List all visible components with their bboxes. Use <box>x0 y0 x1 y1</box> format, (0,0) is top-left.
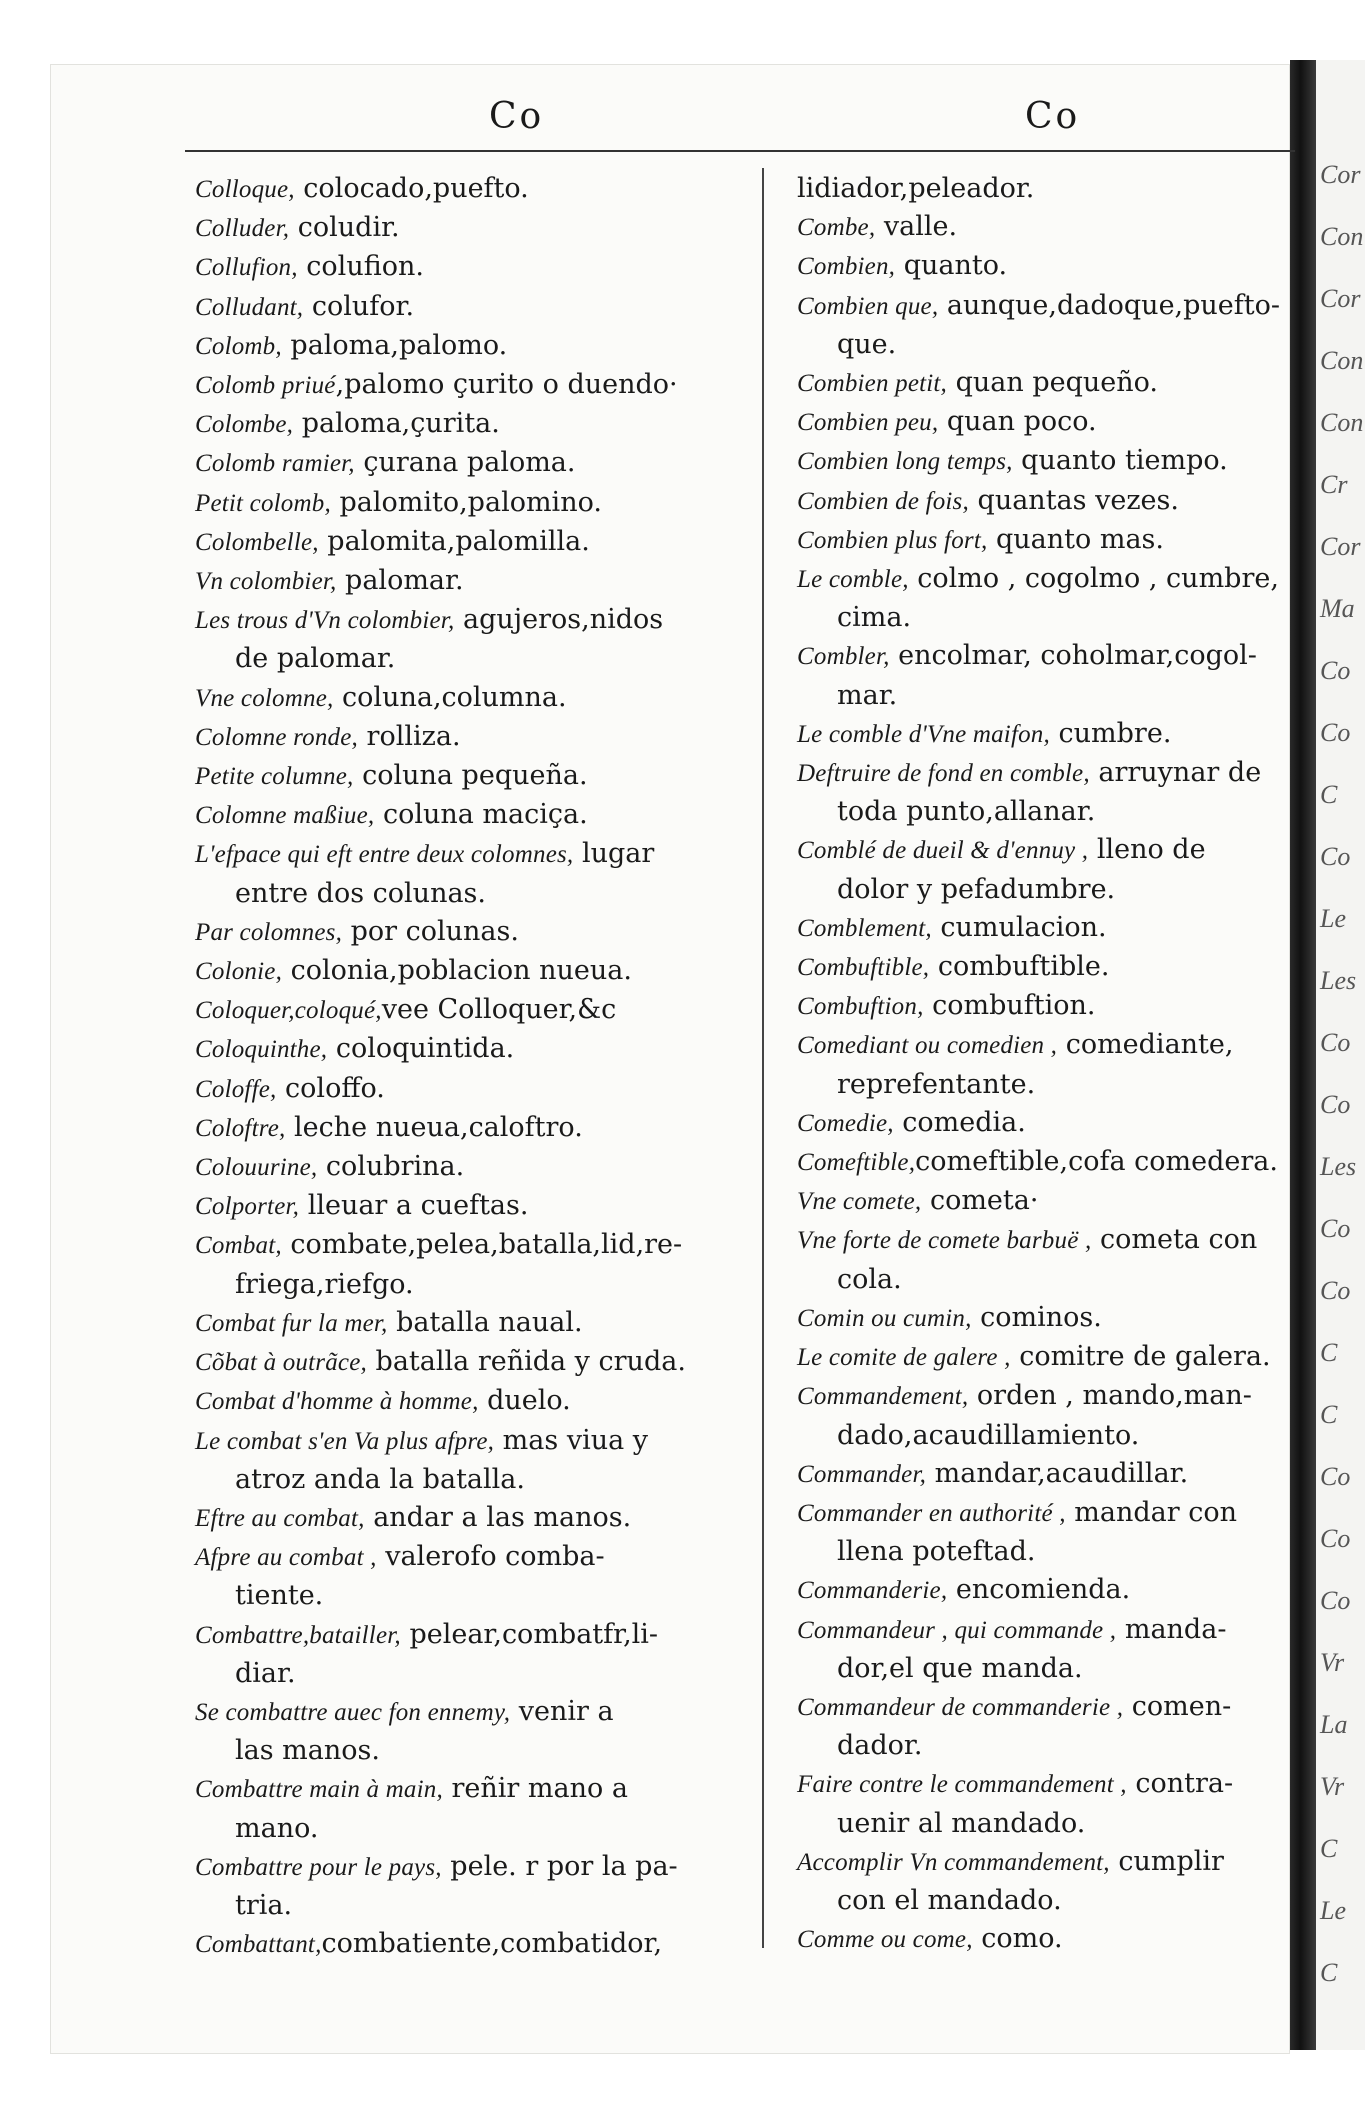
entry-definition: por colunas. <box>342 915 519 947</box>
entry-headword: Colloque, <box>195 176 295 203</box>
edge-fragment: Con <box>1320 222 1364 251</box>
dictionary-entry <box>797 364 1365 403</box>
entry-definition: comediante, <box>1057 1029 1234 1061</box>
entry-continuation: tria. <box>235 1889 293 1921</box>
entry-definition: agujeros,nidos <box>454 604 664 636</box>
edge-fragment: C <box>1320 1834 1338 1863</box>
dictionary-entry <box>195 1070 770 1109</box>
entry-headword: Le comite de galere , <box>797 1344 1011 1372</box>
entry-headword: Colomb ramier, <box>195 450 355 478</box>
entry-definition: palomar. <box>336 565 464 597</box>
entry-headword: Eftre au combat, <box>195 1504 365 1532</box>
dictionary-entry <box>797 1920 1365 1959</box>
entry-headword: Comeftible, <box>797 1149 916 1177</box>
edge-fragment: Cor <box>1320 284 1361 313</box>
edge-fragment: La <box>1320 1710 1348 1739</box>
dictionary-entry <box>195 991 770 1030</box>
entry-definition: colonia,poblacion nueua. <box>282 955 632 987</box>
dictionary-entry <box>797 521 1365 560</box>
entry-definition: colubrina. <box>317 1151 465 1183</box>
entry-continuation: mar. <box>837 679 898 711</box>
entry-headword: Colombe, <box>195 411 294 439</box>
edge-fragment: Les <box>1320 966 1357 995</box>
dictionary-entry <box>195 248 770 287</box>
entry-headword: Le comble, <box>797 566 909 594</box>
running-header-right: Co <box>1025 96 1081 137</box>
dictionary-entry <box>797 1026 1365 1103</box>
entry-definition: coloffo. <box>276 1072 385 1104</box>
entry-headword: Coloquer,coloqué, <box>195 997 382 1025</box>
entry-headword: L'efpace qui eft entre deux colomnes, <box>195 841 574 869</box>
entry-definition: encomienda. <box>947 1574 1131 1606</box>
edge-fragment: Co <box>1320 1276 1351 1305</box>
entry-headword: Comme ou come, <box>797 1926 973 1954</box>
edge-fragment: C <box>1320 780 1338 809</box>
entry-continuation: cima. <box>837 602 912 634</box>
entry-continuation: dolor y pefadumbre. <box>837 873 1116 905</box>
entry-definition: combuftion. <box>923 990 1096 1022</box>
entry-headword: Faire contre le commandement , <box>797 1771 1127 1799</box>
dictionary-entry <box>797 1765 1365 1842</box>
dictionary-entry <box>195 1499 770 1538</box>
dictionary-entry <box>195 562 770 601</box>
entry-definition: comen- <box>1123 1690 1232 1722</box>
entry-definition: cumbre. <box>1049 717 1172 749</box>
entry-headword: Par colomnes, <box>195 918 343 946</box>
entry-headword: Colomne ronde, <box>195 723 358 751</box>
dictionary-entry <box>797 1688 1365 1765</box>
entry-headword: Colomne maßiue, <box>195 802 375 830</box>
dictionary-entry <box>195 1030 770 1069</box>
dictionary-entry <box>797 1338 1365 1377</box>
dictionary-entry <box>797 403 1365 442</box>
dictionary-entry <box>195 757 770 796</box>
dictionary-entry <box>195 327 770 366</box>
entry-headword: Petite columne, <box>195 763 354 791</box>
dictionary-entry <box>797 482 1365 521</box>
entry-definition: quanto mas. <box>987 523 1164 555</box>
entry-continuation: uenir al mandado. <box>837 1807 1086 1839</box>
entry-headword: Combien de fois, <box>797 487 969 515</box>
entry-definition: combatiente,combatidor, <box>321 1928 663 1960</box>
entry-headword: Colporter, <box>195 1193 300 1221</box>
dictionary-entry <box>797 1104 1365 1143</box>
dictionary-entry <box>195 1382 770 1421</box>
entry-definition: coluna,columna. <box>333 681 567 713</box>
entry-definition: valle. <box>875 211 958 243</box>
dictionary-entry <box>195 796 770 835</box>
entry-definition: colufor. <box>303 290 415 322</box>
dictionary-entry <box>797 831 1365 908</box>
entry-continuation: atroz anda la batalla. <box>235 1463 525 1495</box>
dictionary-entry <box>195 444 770 483</box>
entry-headword: Collufion, <box>195 254 298 282</box>
entry-definition: combate,pelea,batalla,lid,re- <box>281 1229 683 1261</box>
edge-fragment: Co <box>1320 1090 1351 1119</box>
entry-headword: Commander, <box>797 1460 927 1488</box>
entry-continuation: diar. <box>235 1657 296 1689</box>
entry-definition: lleuar a cueftas. <box>299 1190 529 1222</box>
entry-headword: Combattant, <box>195 1931 322 1959</box>
entry-headword: Combe, <box>797 214 876 242</box>
entry-definition: cominos. <box>971 1301 1102 1333</box>
dictionary-entry <box>797 715 1365 754</box>
edge-fragment: Cor <box>1320 532 1361 561</box>
dictionary-entry <box>195 1616 770 1693</box>
entry-headword: Combler, <box>797 643 890 671</box>
dictionary-entry <box>797 1377 1365 1454</box>
dictionary-entry <box>195 1848 770 1925</box>
dictionary-entry <box>797 1182 1365 1221</box>
entry-definition: venir a <box>510 1695 614 1727</box>
entry-definition: vee Colloquer,&c <box>381 994 617 1026</box>
dictionary-entry <box>195 1693 770 1770</box>
dictionary-entry <box>195 405 770 444</box>
entry-headword: Combuftible, <box>797 954 930 982</box>
entry-headword: Commanderie, <box>797 1577 948 1605</box>
entry-headword: Coloquinthe, <box>195 1036 328 1064</box>
entry-headword: Combien petit, <box>797 370 948 398</box>
entry-continuation: dador. <box>837 1730 923 1762</box>
dictionary-entry <box>195 952 770 991</box>
entry-definition: quanto tiempo. <box>1012 445 1228 477</box>
dictionary-entry <box>195 718 770 757</box>
entry-continuation: que. <box>837 328 897 360</box>
entry-headword: Commandeur de commanderie , <box>797 1693 1124 1721</box>
entry-definition: duelo. <box>478 1385 571 1417</box>
entry-definition: coluna pequeña. <box>353 760 588 792</box>
entry-definition: andar a las manos. <box>364 1501 632 1533</box>
entry-headword: Petit colomb, <box>195 489 331 517</box>
entry-headword: Deftruire de fond en comble, <box>797 760 1090 788</box>
entry-continuation: con el mandado. <box>837 1884 1062 1916</box>
dictionary-entry <box>195 209 770 248</box>
running-header-left: Co <box>489 96 545 137</box>
entry-continuation: mano. <box>235 1812 319 1844</box>
dictionary-entry <box>195 366 770 405</box>
dictionary-entry <box>195 1770 770 1847</box>
edge-fragment: C <box>1320 1958 1338 1987</box>
entry-definition: aunque,dadoque,puefto- <box>938 289 1280 321</box>
edge-fragment: C <box>1320 1400 1338 1429</box>
dictionary-entry <box>195 1148 770 1187</box>
entry-definition: rolliza. <box>357 720 461 752</box>
dictionary-entry <box>797 754 1365 831</box>
dictionary-entry <box>195 523 770 562</box>
entry-continuation: dor,el que manda. <box>837 1652 1083 1684</box>
entry-definition: quan pequeño. <box>947 367 1159 399</box>
entry-continuation: toda punto,allanar. <box>837 796 1096 828</box>
entry-definition: cometa· <box>921 1185 1039 1217</box>
entry-definition: batalla naual. <box>387 1306 583 1338</box>
entry-continuation: friega,riefgo. <box>235 1268 414 1300</box>
entry-headword: Commandement, <box>797 1383 969 1411</box>
dictionary-entry <box>797 208 1365 247</box>
entry-headword: Combattre main à main, <box>195 1776 443 1804</box>
dictionary-entry <box>195 1343 770 1382</box>
entry-definition: como. <box>972 1923 1063 1955</box>
entry-definition: combuftible. <box>929 951 1110 983</box>
edge-fragment: Co <box>1320 1214 1351 1243</box>
entry-continuation: de palomar. <box>235 643 396 675</box>
entry-headword: Combattre,batailler, <box>195 1621 401 1649</box>
entry-headword: Colomb priué <box>195 372 336 400</box>
entry-definition: mandar con <box>1065 1496 1237 1528</box>
entry-definition: colmo , cogolmo , cumbre, <box>908 563 1279 595</box>
entry-headword: Comblé de dueil & d'ennuy , <box>797 837 1089 865</box>
entry-definition: quan poco. <box>938 406 1097 438</box>
entry-definition: arruynar de <box>1089 757 1262 789</box>
dictionary-entry <box>195 1226 770 1303</box>
entry-definition: comeftible,cofa comedera. <box>915 1146 1278 1178</box>
dictionary-entry <box>797 560 1365 637</box>
dictionary-entry <box>797 247 1365 286</box>
entry-definition: palomita,palomilla. <box>318 525 590 557</box>
entry-definition: palomito,palomino. <box>330 486 602 518</box>
entry-headword: Combien que, <box>797 292 939 320</box>
entry-definition: colufion. <box>297 251 424 283</box>
dictionary-entry <box>797 1299 1365 1338</box>
entry-headword: Commander en authorité , <box>797 1499 1066 1527</box>
entry-definition: paloma,çurita. <box>293 408 500 440</box>
dictionary-entry <box>797 1494 1365 1571</box>
entry-definition: mas viua y <box>494 1424 649 1456</box>
edge-fragment: Cr <box>1320 470 1348 499</box>
entry-headword: Vne colomne, <box>195 684 334 712</box>
entry-continuation: cola. <box>837 1263 902 1295</box>
dictionary-entry <box>195 1422 770 1499</box>
edge-fragment: Con <box>1320 408 1364 437</box>
edge-fragment: Le <box>1320 904 1346 933</box>
entry-definition: encolmar, coholmar,cogol- <box>889 640 1257 672</box>
entry-headword: Combattre pour le pays, <box>195 1853 442 1881</box>
entry-headword: Colludant, <box>195 293 304 321</box>
edge-fragment: Con <box>1320 346 1364 375</box>
entry-definition: lidiador,peleador. <box>797 173 1035 204</box>
header-rule <box>185 150 1295 152</box>
entry-definition: quanto. <box>895 250 1008 282</box>
dictionary-entry <box>797 909 1365 948</box>
dictionary-entry <box>797 1843 1365 1920</box>
entry-definition: lugar <box>573 838 655 870</box>
dictionary-entry <box>797 442 1365 481</box>
entry-headword: Les trous d'Vn colombier, <box>195 607 455 635</box>
entry-continuation: tiente. <box>235 1580 324 1612</box>
dictionary-entry <box>797 1455 1365 1494</box>
edge-fragment: Le <box>1320 1896 1346 1925</box>
entry-definition: lleno de <box>1088 834 1206 866</box>
entry-headword: Coloffe, <box>195 1075 277 1103</box>
edge-fragment: Co <box>1320 718 1351 747</box>
edge-fragment: Ma <box>1320 594 1355 623</box>
edge-fragment: Co <box>1320 842 1351 871</box>
entry-headword: Combat, <box>195 1232 282 1260</box>
edge-fragment: Co <box>1320 1586 1351 1615</box>
dictionary-entry <box>195 913 770 952</box>
right-column <box>797 170 1365 1959</box>
entry-definition: çurana paloma. <box>354 447 576 479</box>
left-column <box>195 170 770 1964</box>
entry-continuation: entre dos colunas. <box>235 877 486 909</box>
entry-headword: Vne comete, <box>797 1188 922 1216</box>
entry-headword: Combien, <box>797 253 896 281</box>
edge-fragment: Co <box>1320 656 1351 685</box>
entry-definition: mandar,acaudillar. <box>926 1457 1189 1489</box>
edge-fragment: Co <box>1320 1028 1351 1057</box>
dictionary-entry <box>797 1611 1365 1688</box>
dictionary-entry <box>195 835 770 912</box>
edge-fragment: Les <box>1320 1152 1357 1181</box>
entry-definition: cumulacion. <box>931 911 1107 943</box>
entry-headword: Combien plus fort, <box>797 526 988 554</box>
entry-definition: comitre de galera. <box>1010 1341 1271 1373</box>
entry-definition: coludir. <box>289 212 400 244</box>
entry-continuation: las manos. <box>235 1735 380 1767</box>
entry-headword: Vn colombier, <box>195 568 337 596</box>
entry-headword: Commandeur , qui commande , <box>797 1616 1117 1644</box>
dictionary-entry <box>797 637 1365 714</box>
dictionary-entry <box>195 1538 770 1615</box>
entry-continuation: reprefentante. <box>837 1068 1036 1100</box>
dictionary-entry <box>797 987 1365 1026</box>
edge-fragment: C <box>1320 1338 1338 1367</box>
dictionary-entry <box>195 1109 770 1148</box>
entry-definition: pelear,combatfr,li- <box>400 1618 659 1650</box>
entry-definition: paloma,palomo. <box>281 329 508 361</box>
dictionary-entry <box>195 484 770 523</box>
entry-headword: Comedie, <box>797 1109 894 1137</box>
entry-definition: coloquintida. <box>327 1033 515 1065</box>
entry-headword: Combat d'homme à homme, <box>195 1388 479 1416</box>
dictionary-entry <box>195 679 770 718</box>
dictionary-entry <box>195 1187 770 1226</box>
entry-definition: colocado,puefto. <box>294 173 529 204</box>
edge-fragment: Co <box>1320 1462 1351 1491</box>
dictionary-entry <box>195 1925 770 1964</box>
dictionary-entry <box>195 288 770 327</box>
entry-definition: orden , mando,man- <box>968 1380 1252 1412</box>
entry-headword: Colombelle, <box>195 528 319 556</box>
entry-continuation: dado,acaudillamiento. <box>837 1419 1140 1451</box>
entry-definition: cumplir <box>1109 1845 1224 1877</box>
edge-fragment: Vr <box>1320 1772 1345 1801</box>
entry-definition: valerofo comba- <box>376 1541 605 1573</box>
entry-definition: leche nueua,caloftro. <box>285 1111 583 1143</box>
dictionary-entry <box>195 170 770 209</box>
entry-definition: reñir mano a <box>442 1773 628 1805</box>
entry-headword: Combien long temps, <box>797 448 1013 476</box>
entry-headword: Combuftion, <box>797 993 924 1021</box>
entry-definition: manda- <box>1116 1613 1227 1645</box>
entry-headword: Comblement, <box>797 914 932 942</box>
entry-headword: Se combattre auec fon ennemy, <box>195 1698 511 1726</box>
entry-headword: Accomplir Vn commandement, <box>797 1848 1110 1876</box>
entry-definition: batalla reñida y cruda. <box>366 1346 686 1378</box>
dictionary-entry <box>797 170 1365 208</box>
entry-headword: Colomb, <box>195 332 282 360</box>
dictionary-entry <box>797 287 1365 364</box>
entry-headword: Colouurine, <box>195 1154 318 1182</box>
entry-headword: Comin ou cumin, <box>797 1304 972 1332</box>
dictionary-entry <box>195 1304 770 1343</box>
dictionary-entry <box>797 1143 1365 1182</box>
entry-definition: comedia. <box>893 1106 1026 1138</box>
edge-fragment: Co <box>1320 1524 1351 1553</box>
entry-definition: pele. r por la pa- <box>441 1850 678 1882</box>
dictionary-entry <box>797 1221 1365 1298</box>
entry-headword: Combien peu, <box>797 409 939 437</box>
entry-headword: Le combat s'en Va plus afpre, <box>195 1427 495 1455</box>
edge-fragment: Cor <box>1320 160 1361 189</box>
edge-fragment: Vr <box>1320 1648 1345 1677</box>
entry-definition: quantas vezes. <box>968 484 1179 516</box>
entry-continuation: llena poteftad. <box>837 1536 1036 1568</box>
dictionary-entry <box>797 948 1365 987</box>
entry-headword: Coloftre, <box>195 1114 286 1142</box>
entry-headword: Afpre au combat , <box>195 1544 377 1572</box>
dictionary-entry <box>797 1571 1365 1610</box>
entry-headword: Cõbat à outrãce, <box>195 1349 367 1377</box>
dictionary-entry <box>195 601 770 678</box>
entry-headword: Colonie, <box>195 958 283 986</box>
entry-definition: cometa con <box>1091 1224 1258 1256</box>
entry-definition: contra- <box>1126 1768 1234 1800</box>
entry-headword: Vne forte de comete barbuë , <box>797 1227 1092 1255</box>
entry-headword: Combat fur la mer, <box>195 1309 388 1337</box>
entry-headword: Le comble d'Vne maifon, <box>797 720 1050 748</box>
entry-definition: coluna maciça. <box>374 799 588 831</box>
entry-definition: ,palomo çurito o duendo· <box>335 369 678 401</box>
entry-headword: Comediant ou comedien , <box>797 1032 1058 1060</box>
entry-headword: Colluder, <box>195 215 290 243</box>
